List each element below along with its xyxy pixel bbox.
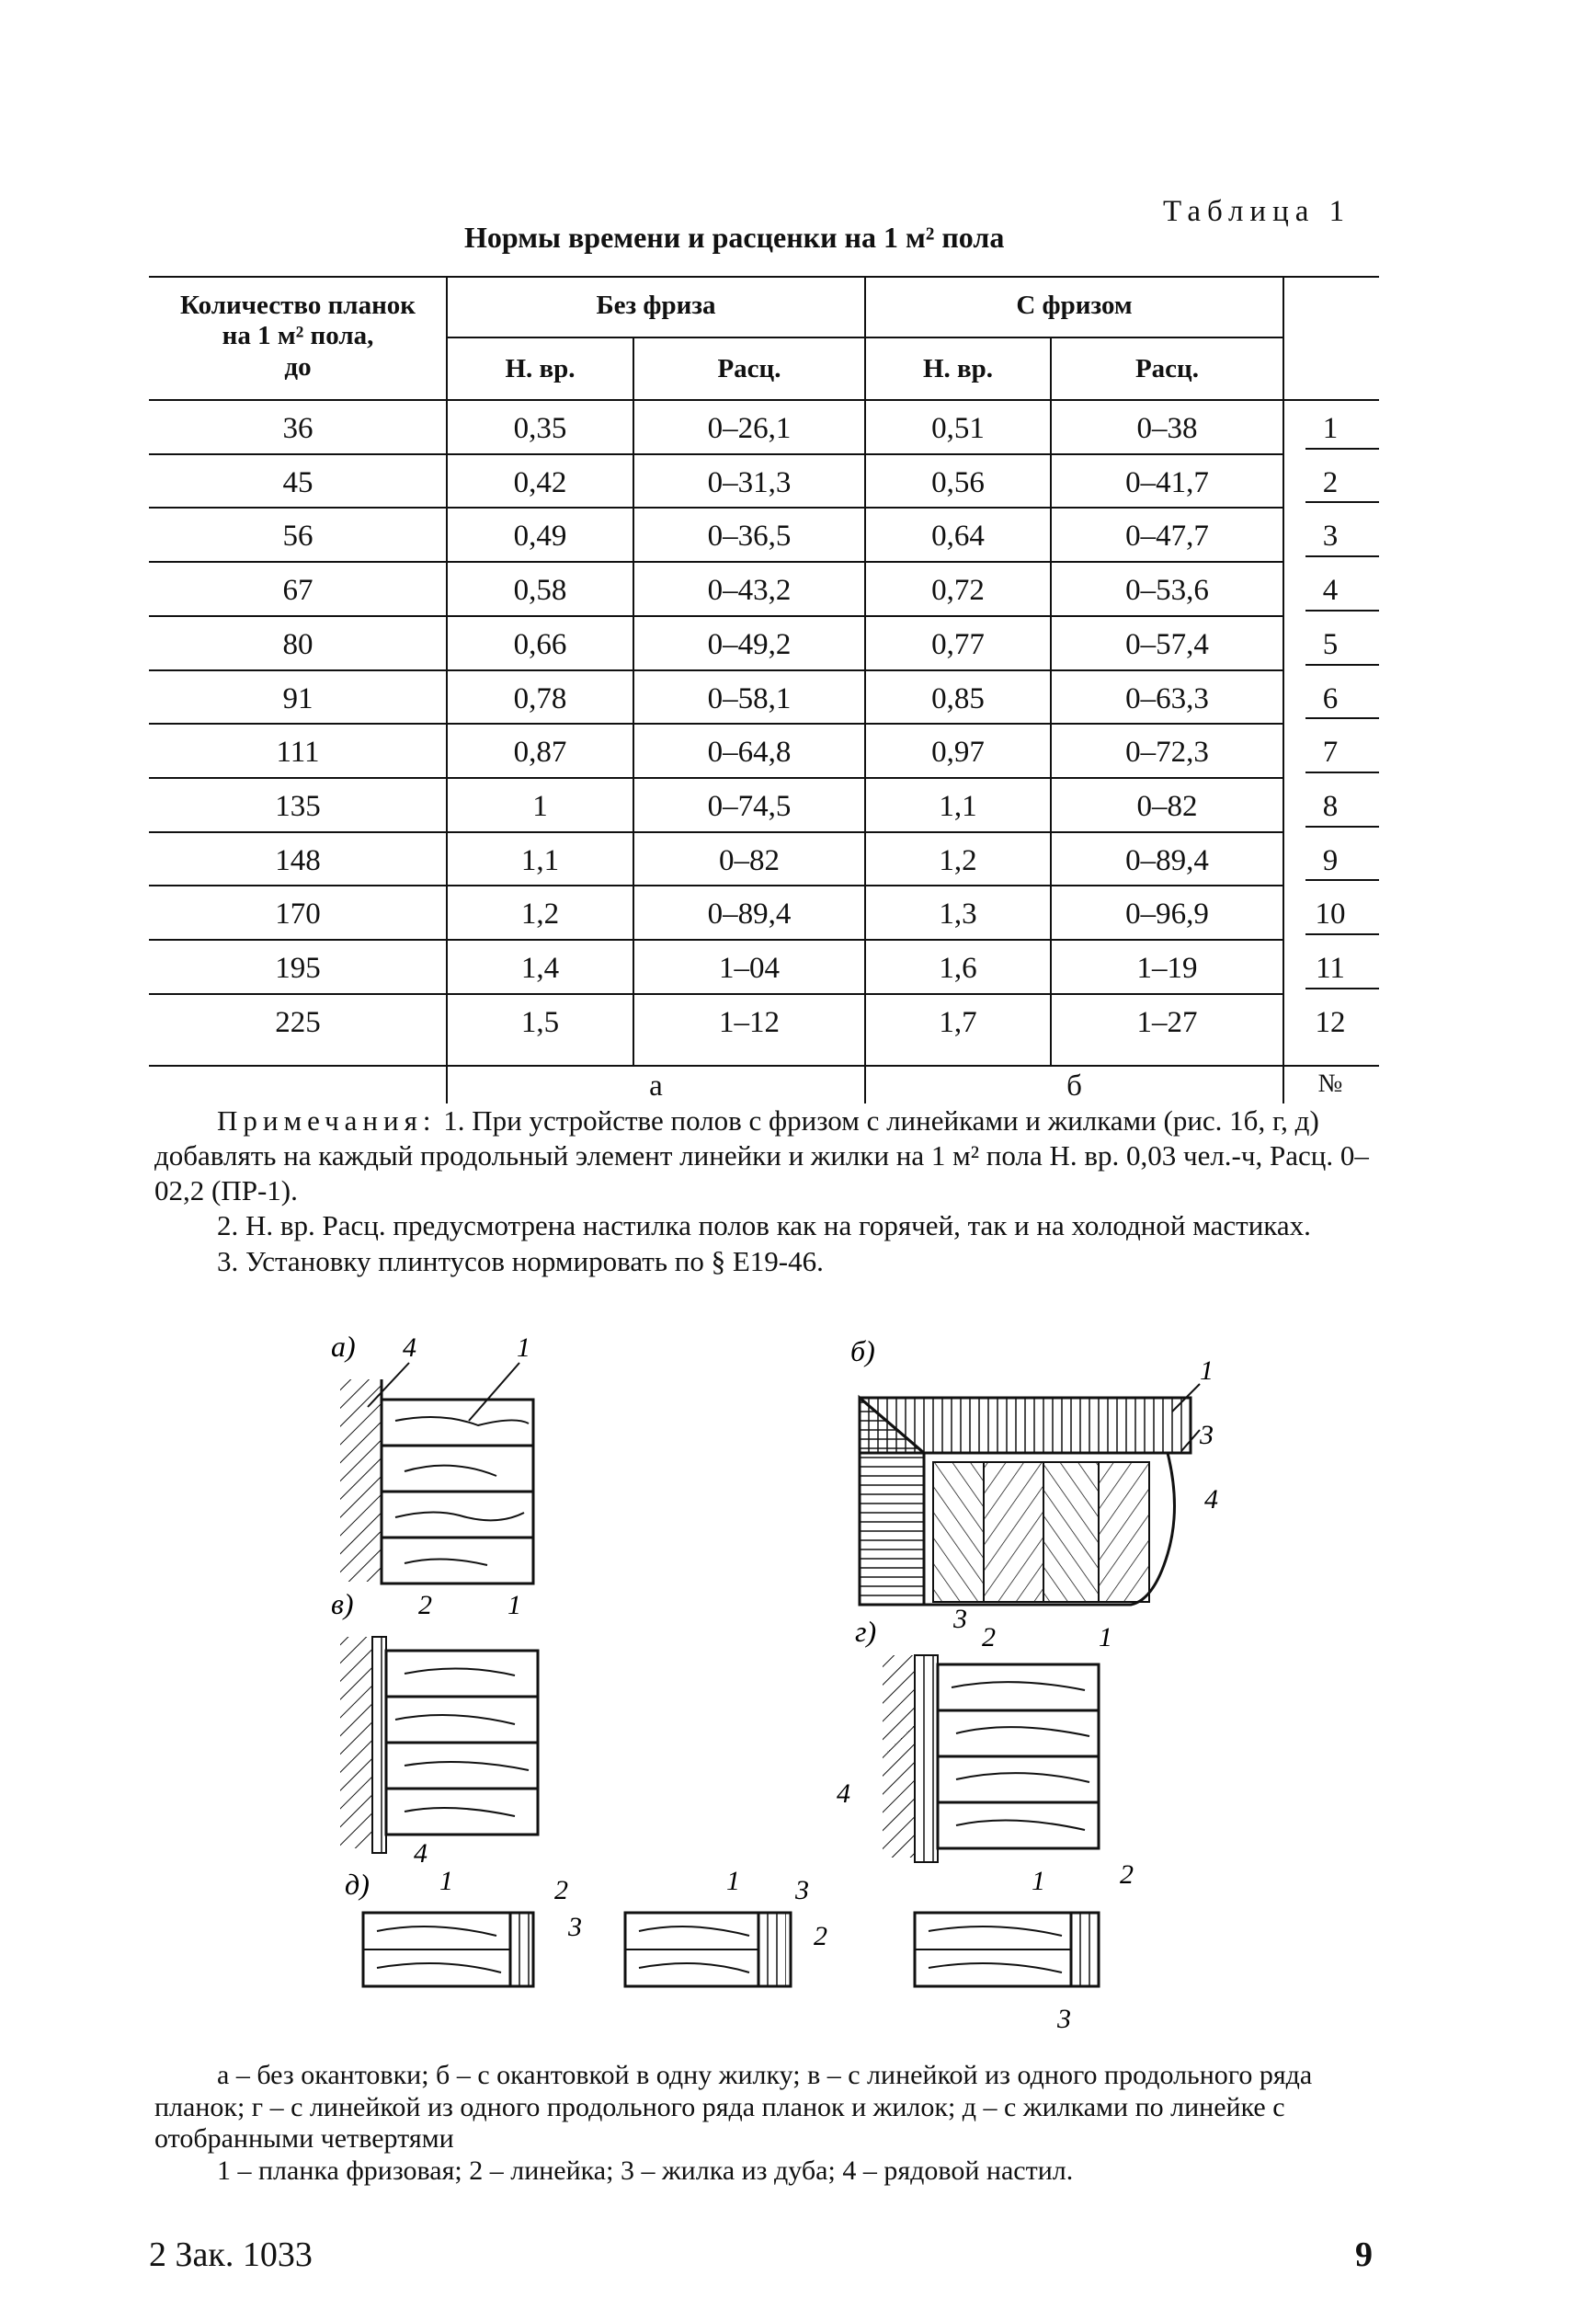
wall-hatch-a — [340, 1379, 382, 1582]
note-2: 2. Н. вр. Расц. предусмотрена настилка полов как на горячей, так и на холодной мастиках. — [217, 1209, 1311, 1242]
page-number: 9 — [1355, 2235, 1373, 2274]
table-cell: 195 — [275, 952, 321, 985]
footer-label-a: а — [649, 1069, 663, 1103]
table-cell: 1,4 — [520, 952, 560, 985]
figure-d — [345, 1859, 1134, 2034]
quantity-header-line-1: Количество планок — [180, 291, 416, 320]
figure-g — [837, 1604, 1112, 1862]
quantity-header-line-3: до — [284, 351, 312, 382]
table-cell: 56 — [282, 520, 314, 554]
table-cell: 0,77 — [931, 627, 985, 661]
figure-letter-b: б) — [850, 1334, 875, 1367]
table-cell: 0,85 — [931, 681, 985, 715]
callout-4-v: 4 — [414, 1838, 428, 1869]
row-number-cell: 9 — [1322, 843, 1339, 877]
subheader-rate-b: Расц. — [1134, 354, 1200, 383]
figure-caption — [154, 2060, 1386, 2187]
figure-letter-d: д) — [345, 1868, 370, 1901]
subheader-rate-a: Расц. — [717, 354, 781, 383]
subheader-norm-time-b: Н. вр. — [922, 354, 994, 383]
table-cell: 0,66 — [513, 627, 567, 661]
callout-4-b: 4 — [1204, 1484, 1218, 1515]
callout-2-d1: 2 — [554, 1875, 568, 1905]
table-cell: 225 — [275, 1005, 321, 1039]
callout-4-g: 4 — [837, 1778, 850, 1809]
table-cell: 0,35 — [513, 412, 567, 445]
callout-1-a: 1 — [517, 1332, 530, 1363]
notes-label: Примечания: — [217, 1104, 437, 1137]
table-cell: 1–27 — [1136, 1005, 1198, 1039]
table-cell: 91 — [282, 681, 314, 715]
callout-2-v: 2 — [418, 1590, 432, 1620]
callout-1-d3: 1 — [1032, 1866, 1045, 1896]
table-cell: 0,51 — [931, 412, 985, 445]
table-cell: 0–38 — [1136, 412, 1198, 445]
note-3: 3. Установку плинтусов нормировать по § Е19-46. — [217, 1244, 824, 1277]
callout-3-b: 3 — [1200, 1420, 1214, 1450]
table-cell: 80 — [282, 627, 314, 661]
row-number-cell: 5 — [1322, 627, 1339, 661]
table-cell: 0–96,9 — [1125, 898, 1209, 932]
table-cell: 36 — [282, 412, 314, 445]
table-cell: 1–19 — [1136, 952, 1198, 985]
table-cell: 0,58 — [513, 574, 567, 608]
table-cell: 1–12 — [719, 1005, 780, 1039]
callout-1-d1: 1 — [439, 1866, 453, 1896]
figure-b — [850, 1334, 1218, 1605]
table-cell: 0,87 — [513, 736, 567, 770]
callout-2-d2: 2 — [814, 1921, 827, 1951]
callout-1-d2: 1 — [726, 1866, 740, 1896]
group-header-no-frieze: Без фриза — [596, 291, 716, 320]
row-number-cell: 6 — [1322, 681, 1339, 715]
table-cell: 0–82 — [719, 843, 780, 877]
callout-1-v: 1 — [507, 1590, 521, 1620]
table-cell: 67 — [282, 574, 314, 608]
note-1-text: 1. При устройстве полов с фризом с линейками и жилками (рис. 1б, г, д) добавлять на каждый продольный элемент линейки и жилки на 1 м² пола Н. вр. 0,03 чел.-ч, Расц. 0–02,2 (ПР-1). — [154, 1104, 1369, 1207]
callout-2-g: 2 — [982, 1622, 996, 1652]
row-number-cell: 3 — [1322, 520, 1339, 554]
callout-3-d3: 3 — [1057, 2004, 1071, 2034]
row-number-cell: 12 — [1315, 1005, 1346, 1039]
callout-4-a: 4 — [403, 1332, 416, 1363]
callout-1-b: 1 — [1200, 1355, 1214, 1386]
table-cell: 0,72 — [931, 574, 985, 608]
table-cell: 45 — [282, 465, 314, 499]
row-number-cell: 2 — [1322, 465, 1339, 499]
row-number-cell: 10 — [1315, 898, 1346, 932]
table-cell: 0–64,8 — [707, 736, 792, 770]
table-cell: 170 — [275, 898, 321, 932]
callout-2-d3: 2 — [1120, 1859, 1134, 1890]
figure-letter-g: г) — [855, 1615, 877, 1648]
row-number-cell: 7 — [1322, 736, 1339, 770]
table-cell: 148 — [275, 843, 321, 877]
quantity-header-line-2: на 1 м² пола, — [222, 321, 374, 351]
table-cell: 0–36,5 — [707, 520, 792, 554]
callout-3-d2: 3 — [795, 1875, 809, 1905]
table-cell: 0,97 — [931, 736, 985, 770]
table-cell: 0,49 — [513, 520, 567, 554]
group-header-with-frieze: С фризом — [1016, 291, 1133, 320]
caption-variants: а – без окантовки; б – с окантовкой в одну жилку; в – с линейкой из одного продольного ряда планок; г – с линейкой из одного продольного ряда планок и жилок; д – с жилками по линейке с отобранными четвертями — [154, 2060, 1313, 2154]
footer-label-b: б — [1066, 1069, 1082, 1103]
callout-3-g: 3 — [953, 1604, 967, 1634]
table-cell: 0–43,2 — [707, 574, 792, 608]
table-cell: 1,6 — [939, 952, 977, 985]
table-cell: 0–26,1 — [707, 412, 792, 445]
figure-letter-a: а) — [331, 1330, 356, 1363]
table-cell: 0–58,1 — [707, 681, 792, 715]
table-cell: 111 — [276, 736, 320, 770]
table-cell: 1,2 — [939, 843, 977, 877]
table-cell: 0–41,7 — [1125, 465, 1209, 499]
table-title: Нормы времени и расценки на 1 м² пола — [464, 221, 1005, 254]
table-cell: 0–89,4 — [707, 898, 792, 932]
table-cell: 1 — [532, 789, 548, 823]
table-cell: 0,42 — [513, 465, 567, 499]
table-cell: 0–47,7 — [1125, 520, 1209, 554]
table-cell: 0–72,3 — [1125, 736, 1209, 770]
table-cell: 0,56 — [931, 465, 985, 499]
caption-legend: 1 – планка фризовая; 2 – линейка; 3 – жилка из дуба; 4 – рядовой настил. — [217, 2155, 1074, 2186]
table-cell: 0–53,6 — [1125, 574, 1209, 608]
table-cell: 0–74,5 — [707, 789, 792, 823]
print-order-number: 2 Зак. 1033 — [149, 2235, 313, 2274]
table-cell: 1–04 — [719, 952, 780, 985]
callout-1-g: 1 — [1099, 1622, 1112, 1652]
table-cell: 1,2 — [520, 898, 560, 932]
table-cell: 0–31,3 — [707, 465, 792, 499]
table-cell: 0–63,3 — [1125, 681, 1209, 715]
figure-v — [331, 1587, 538, 1869]
table-number-label: Таблица 1 — [1163, 195, 1351, 228]
figure-a — [331, 1330, 533, 1584]
table-cell: 0–89,4 — [1125, 843, 1209, 877]
table-cell: 0–57,4 — [1125, 627, 1209, 661]
table-cell: 1,1 — [939, 789, 977, 823]
subheader-norm-time-a: Н. вр. — [505, 354, 576, 383]
row-number-cell: 1 — [1322, 412, 1339, 445]
table-cell: 1,5 — [520, 1005, 560, 1039]
table-cell: 0,78 — [513, 681, 567, 715]
table-cell: 1,3 — [939, 898, 977, 932]
callout-3-d1: 3 — [568, 1912, 582, 1942]
row-number-cell: 11 — [1316, 952, 1345, 985]
table-cell: 1,1 — [520, 843, 560, 877]
table-cell: 0–82 — [1136, 789, 1198, 823]
table-cell: 1,7 — [939, 1005, 977, 1039]
row-number-cell: 8 — [1322, 789, 1339, 823]
table-cell: 0,64 — [931, 520, 985, 554]
row-number-cell: 4 — [1322, 574, 1339, 608]
footer-label-no: № — [1317, 1069, 1343, 1098]
table-cell: 135 — [275, 789, 321, 823]
figure-letter-v: в) — [331, 1587, 354, 1620]
table-cell: 0–49,2 — [707, 627, 792, 661]
